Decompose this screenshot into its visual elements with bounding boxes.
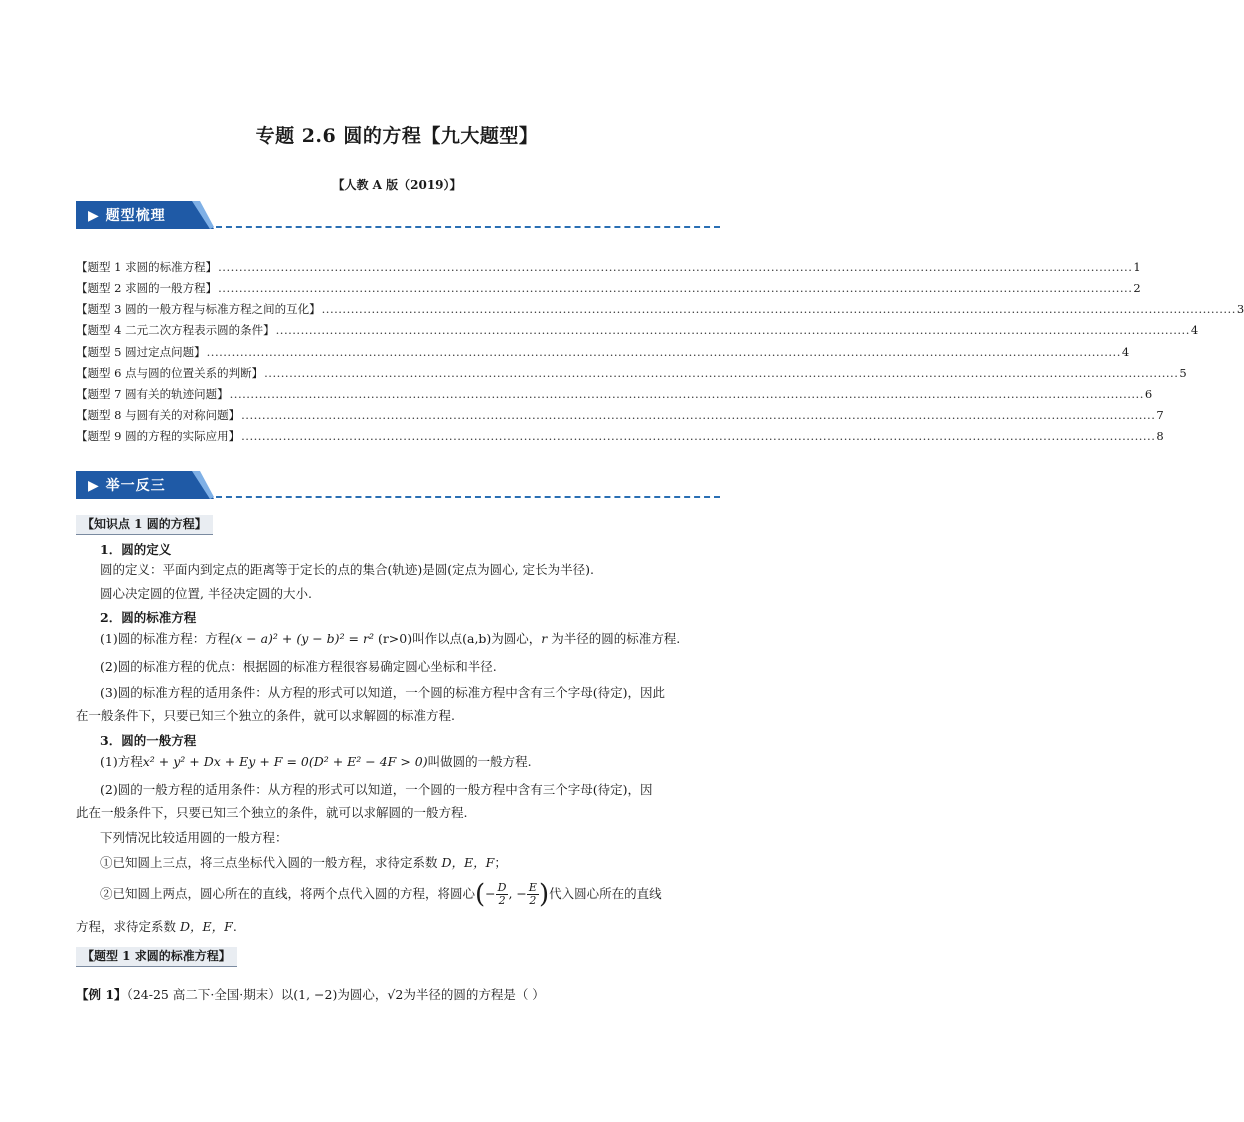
- toc-item-label: 【题型 3 圆的一般方程与标准方程之间的互化】: [76, 302, 321, 316]
- paragraph: (2)圆的标准方程的优点：根据圆的标准方程很容易确定圆心坐标和半径.: [100, 659, 497, 674]
- toc-item[interactable]: [76, 301, 1244, 320]
- toc-banner-label: ▶ 题型梳理: [88, 208, 166, 224]
- knowledge-heading: 【知识点 1 圆的方程】: [76, 515, 213, 535]
- formula: (1, −2): [293, 987, 338, 1002]
- fraction-denominator: 2: [498, 894, 506, 907]
- fraction: [496, 882, 509, 907]
- toc-leader: ............................................................................................................................................................................................................................: [229, 387, 1144, 401]
- example-source: （24-25 高二下·全国·期末）以: [126, 987, 294, 1002]
- example-label: 【例 1】: [76, 987, 127, 1002]
- left-paren: (: [475, 879, 486, 910]
- toc-item[interactable]: [76, 365, 1187, 384]
- paragraph: [100, 752, 730, 772]
- section-title: 2．圆的标准方程: [100, 610, 197, 625]
- text-run: .: [232, 919, 237, 934]
- toc-item-page: 4: [1190, 323, 1199, 337]
- toc-item[interactable]: [76, 259, 1141, 278]
- text-run: 为半径的圆的方程是（ ）: [403, 987, 545, 1002]
- practice-banner-label: ▶ 举一反三: [88, 478, 166, 494]
- toc-item-page: 2: [1133, 281, 1141, 295]
- toc-leader: ............................................................................................................................................................................................................................: [264, 366, 1179, 380]
- toc-item-label: 【题型 8 与圆有关的对称问题】: [76, 408, 241, 422]
- text-run: ①已知圆上三点，将三点坐标代入圆的一般方程，求待定系数: [100, 855, 442, 870]
- section-title: 3．圆的一般方程: [100, 733, 197, 748]
- toc-leader: ............................................................................................................................................................................................................................: [218, 260, 1133, 274]
- banner-divider: [216, 226, 720, 228]
- toc-banner: [76, 201, 214, 229]
- fraction-numerator: E: [528, 881, 537, 894]
- text-run: (1)方程: [100, 754, 143, 769]
- text-run: 叫做圆的一般方程.: [427, 754, 532, 769]
- toc-leader: ............................................................................................................................................................................................................................: [241, 408, 1156, 422]
- paragraph: 圆的定义：平面内到定点的距离等于定长的点的集合(轨迹)是圆(定点为圆心, 定长为半径).: [100, 562, 594, 577]
- toc-item-page: 4: [1121, 345, 1130, 359]
- toc-item-page: 6: [1144, 387, 1153, 401]
- toc-item-label: 【题型 2 求圆的一般方程】: [76, 281, 218, 295]
- type1-heading: 【题型 1 求圆的标准方程】: [76, 947, 237, 967]
- formula: x² + y² + Dx + Ey + F = 0: [142, 754, 309, 769]
- paragraph: 此在一般条件下，只要已知三个独立的条件，就可以求解圆的一般方程.: [76, 805, 468, 820]
- toc-item[interactable]: [76, 322, 1199, 341]
- toc-item-label: 【题型 7 圆有关的轨迹问题】: [76, 387, 229, 401]
- toc-leader: ............................................................................................................................................................................................................................: [241, 429, 1156, 443]
- example-question: [76, 985, 716, 1005]
- fraction-numerator: D: [497, 881, 507, 894]
- text-run: 为圆心，: [337, 987, 388, 1002]
- toc-item-label: 【题型 9 圆的方程的实际应用】: [76, 429, 241, 443]
- toc-item-label: 【题型 4 二元二次方程表示圆的条件】: [76, 323, 275, 337]
- paragraph: 在一般条件下，只要已知三个独立的条件，就可以求解圆的标准方程.: [76, 708, 455, 723]
- text-run: 方程，求待定系数: [76, 919, 180, 934]
- text-run: ；: [494, 855, 507, 870]
- text-run: ②已知圆上两点，圆心所在的直线，将两个点代入圆的方程，将圆心: [100, 886, 476, 901]
- right-paren: ): [538, 879, 550, 910]
- text-run: (r>0)叫作以点(a,b)为圆心，: [373, 631, 542, 646]
- banner-divider: [216, 496, 720, 498]
- toc-item-label: 【题型 5 圆过定点问题】: [76, 345, 206, 359]
- toc-item[interactable]: [76, 428, 1164, 447]
- toc-item[interactable]: [76, 280, 1141, 299]
- formula: √2: [387, 987, 404, 1002]
- paragraph: (3)圆的标准方程的适用条件：从方程的形式可以知道，一个圆的标准方程中含有三个字母(待定)，因此: [100, 685, 665, 700]
- paragraph: [76, 917, 716, 937]
- toc-item-label: 【题型 6 点与圆的位置关系的判断】: [76, 366, 264, 380]
- toc-item-page: 3: [1236, 302, 1244, 316]
- paragraph: 圆心决定圆的位置, 半径决定圆的大小.: [100, 586, 312, 601]
- toc-item[interactable]: [76, 407, 1164, 426]
- toc-item[interactable]: [76, 386, 1153, 405]
- toc-item-page: 8: [1156, 429, 1164, 443]
- formula: D，E，F: [179, 919, 233, 934]
- fraction: [527, 882, 539, 907]
- paragraph: ②已知圆上两点，圆心所在的直线，将两个点代入圆的方程，将圆心(− $\frac{D}{2}$ , − $\frac{E}{2}$ )代入圆心所在的直线: [100, 879, 662, 910]
- text-run: 代入圆心所在的直线: [549, 886, 662, 901]
- toc-leader: ............................................................................................................................................................................................................................: [218, 281, 1133, 295]
- toc-item-page: 1: [1133, 260, 1141, 274]
- toc-leader: ............................................................................................................................................................................................................................: [321, 302, 1236, 316]
- formula: r: [541, 631, 548, 646]
- paragraph: [100, 853, 720, 873]
- formula: D，E，F: [441, 855, 495, 870]
- toc-item[interactable]: [76, 344, 1130, 363]
- formula: (D² + E² − 4F > 0): [308, 754, 428, 769]
- toc-item-page: 5: [1179, 366, 1187, 380]
- section-title: 1．圆的定义: [100, 542, 172, 557]
- text-run: 为半径的圆的标准方程.: [547, 631, 681, 646]
- page-title: 专题 2.6 圆的方程【九大题型】: [255, 125, 539, 147]
- text-run: (1)圆的标准方程：方程: [100, 631, 231, 646]
- paragraph: (2)圆的一般方程的适用条件：从方程的形式可以知道，一个圆的一般方程中含有三个字母(待定)，因: [100, 782, 653, 797]
- toc-item-label: 【题型 1 求圆的标准方程】: [76, 260, 218, 274]
- paragraph: [100, 629, 730, 649]
- fraction-denominator: 2: [529, 894, 537, 907]
- paragraph: 下列情况比较适用圆的一般方程：: [100, 830, 288, 845]
- page-subtitle: 【人教 A 版（2019）】: [332, 178, 462, 192]
- toc-item-page: 7: [1156, 408, 1164, 422]
- toc-leader: ............................................................................................................................................................................................................................: [275, 323, 1190, 337]
- formula: (x − a)² + (y − b)² = r²: [230, 631, 374, 646]
- toc-leader: ............................................................................................................................................................................................................................: [206, 345, 1121, 359]
- practice-banner: [76, 471, 214, 499]
